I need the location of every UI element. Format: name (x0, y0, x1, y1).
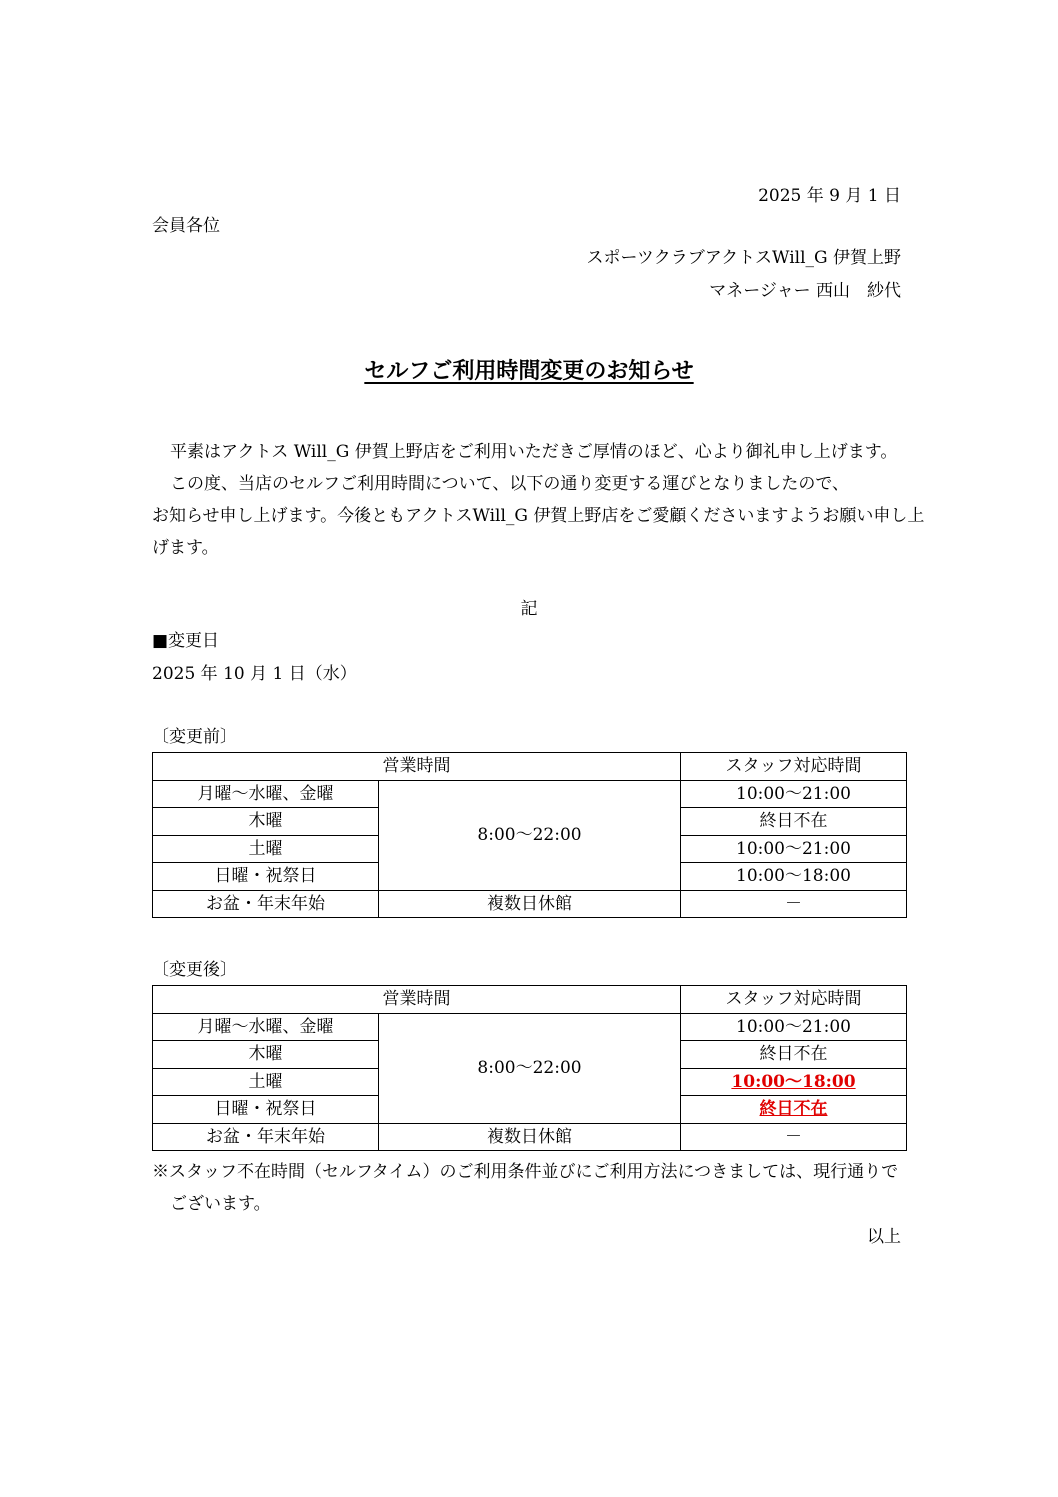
body-line-3: お知らせ申し上げます。今後ともアクトスWill_G 伊賀上野店をご愛顧くださいますようお願い申し上 (152, 506, 925, 526)
header-staff-hours: スタッフ対応時間 (681, 986, 907, 1014)
sender-person: マネージャー 西山 紗代 (709, 281, 901, 301)
staff-cell-changed (681, 1068, 907, 1096)
business-hours-cell: 複数日休館 (379, 890, 681, 918)
document-title: セルフご利用時間変更のお知らせ (364, 358, 694, 384)
note-line-1: ※スタッフ不在時間（セルフタイム）のご利用条件並びにご利用方法につきましては、現行通りで (152, 1162, 899, 1182)
ki-mark: 記 (520, 599, 538, 619)
business-hours-cell: 8:00～22:00 (379, 780, 681, 890)
note-line-2: ございます。 (170, 1194, 271, 1214)
before-label: 〔変更前〕 (152, 727, 237, 747)
header-business-hours: 営業時間 (153, 986, 681, 1014)
staff-cell: 終日不在 (681, 808, 907, 836)
after-table (152, 985, 907, 1151)
recipient: 会員各位 (152, 216, 220, 236)
after-label: 〔変更後〕 (152, 960, 237, 980)
table-row (153, 1123, 907, 1151)
staff-cell: 10:00～21:00 (681, 835, 907, 863)
change-date-value: 2025 年 10 月 1 日（水） (152, 664, 357, 684)
day-cell: 木曜 (153, 808, 379, 836)
changed-value: 終日不在 (759, 1099, 828, 1120)
day-cell: 土曜 (153, 1068, 379, 1096)
staff-cell: 終日不在 (681, 1041, 907, 1069)
closing: 以上 (867, 1227, 901, 1247)
body-line-2: この度、当店のセルフご利用時間について、以下の通り変更する運びとなりましたので、 (170, 474, 849, 494)
day-cell: 日曜・祝祭日 (153, 1096, 379, 1124)
change-date-heading: ■変更日 (152, 631, 220, 651)
business-hours-cell: 複数日休館 (379, 1123, 681, 1151)
body-line-1: 平素はアクトス Will_G 伊賀上野店をご利用いただきご厚情のほど、心より御礼申し上げます。 (170, 442, 898, 462)
day-cell: 木曜 (153, 1041, 379, 1069)
staff-cell: － (681, 1123, 907, 1151)
staff-cell: 10:00～21:00 (681, 780, 907, 808)
day-cell: お盆・年末年始 (153, 1123, 379, 1151)
day-cell: 日曜・祝祭日 (153, 863, 379, 891)
table-header-row (153, 753, 907, 781)
table-row (153, 890, 907, 918)
business-hours-cell: 8:00～22:00 (379, 1013, 681, 1123)
before-table (152, 752, 907, 918)
table-header-row (153, 986, 907, 1014)
header-business-hours: 営業時間 (153, 753, 681, 781)
sender-organization: スポーツクラブアクトスWill_G 伊賀上野 (586, 248, 901, 268)
table-row (153, 780, 907, 808)
day-cell: 月曜～水曜、金曜 (153, 780, 379, 808)
table-row (153, 1013, 907, 1041)
body-line-4: げます。 (152, 538, 219, 558)
day-cell: お盆・年末年始 (153, 890, 379, 918)
day-cell: 月曜～水曜、金曜 (153, 1013, 379, 1041)
day-cell: 土曜 (153, 835, 379, 863)
staff-cell: － (681, 890, 907, 918)
staff-cell-changed (681, 1096, 907, 1124)
header-staff-hours: スタッフ対応時間 (681, 753, 907, 781)
staff-cell: 10:00～21:00 (681, 1013, 907, 1041)
staff-cell: 10:00～18:00 (681, 863, 907, 891)
body-text (152, 436, 925, 564)
document-date: 2025 年 9 月 1 日 (758, 186, 901, 206)
changed-value: 10:00～18:00 (731, 1071, 856, 1092)
